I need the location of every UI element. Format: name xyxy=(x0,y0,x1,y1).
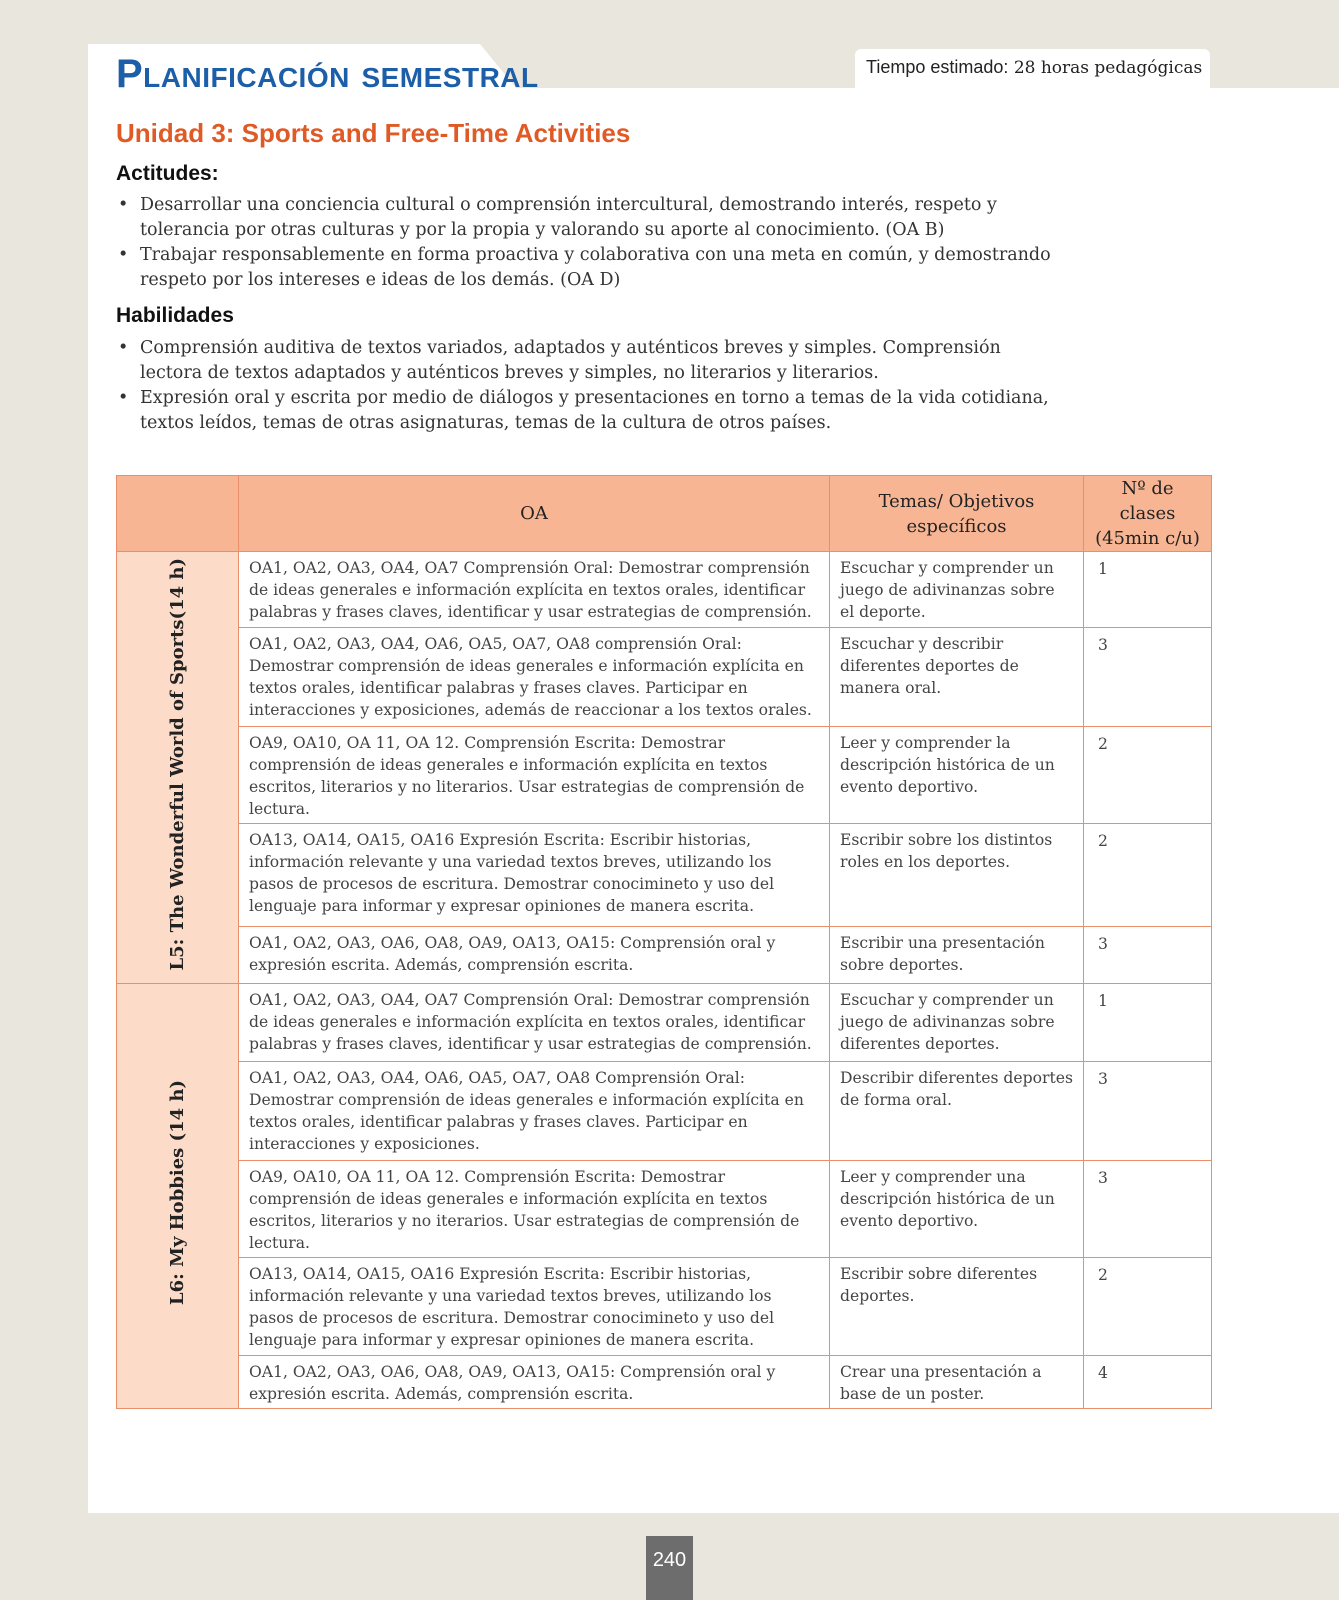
tema-cell: Leer y comprender una descripción histórica de un evento deportivo. xyxy=(830,1161,1084,1258)
clases-cell: 3 xyxy=(1084,628,1212,727)
clases-cell: 4 xyxy=(1084,1356,1212,1409)
table-row xyxy=(117,1062,1212,1161)
unit-label-l6 xyxy=(117,984,239,1409)
oa-cell: OA9, OA10, OA 11, OA 12. Comprensión Escrita: Demostrar comprensión de ideas generales e información explícita en textos escritos, literarios y no literarios. Usar estrategias de comprensión de lectura. xyxy=(239,727,830,824)
clases-cell: 3 xyxy=(1084,1062,1212,1161)
clases-cell: 2 xyxy=(1084,1258,1212,1356)
unit-label-l5 xyxy=(117,552,239,984)
tema-cell: Escribir sobre los distintos roles en los deportes. xyxy=(830,824,1084,927)
oa-cell: OA1, OA2, OA3, OA6, OA8, OA9, OA13, OA15: Comprensión oral y expresión escrita. Además, comprensión escrita. xyxy=(239,927,830,984)
table-row xyxy=(117,1356,1212,1409)
table-row xyxy=(117,1258,1212,1356)
table-row xyxy=(117,927,1212,984)
time-estimate xyxy=(866,57,1202,78)
oa-cell: OA13, OA14, OA15, OA16 Expresión Escrita: Escribir historias, información relevante y una variedad textos breves, utilizando los pasos de procesos de escritura. Demostrar conocimineto y uso del lenguaje para informar y expresar opiniones de manera escrita. xyxy=(239,824,830,927)
clases-cell: 3 xyxy=(1084,927,1212,984)
tema-cell: Escribir sobre diferentes deportes. xyxy=(830,1258,1084,1356)
table-row xyxy=(117,628,1212,727)
clases-cell: 1 xyxy=(1084,552,1212,628)
table-row xyxy=(117,727,1212,824)
actitudes-list xyxy=(116,193,1056,293)
header-blank xyxy=(117,476,239,552)
oa-cell: OA1, OA2, OA3, OA4, OA6, OA5, OA7, OA8 Comprensión Oral: Demostrar comprensión de ideas generales e información explícita en textos orales, identificar palabras y frases claves. Participar en interacciones y exposiciones. xyxy=(239,1062,830,1161)
page-number: 240 xyxy=(646,1536,693,1600)
tema-cell: Describir diferentes deportes de forma oral. xyxy=(830,1062,1084,1161)
clases-cell: 2 xyxy=(1084,824,1212,927)
actitudes-heading: Actitudes: xyxy=(116,162,219,185)
table-row xyxy=(117,984,1212,1062)
table-header-row xyxy=(117,476,1212,552)
tema-cell: Escribir una presentación sobre deportes. xyxy=(830,927,1084,984)
oa-cell: OA1, OA2, OA3, OA6, OA8, OA9, OA13, OA15: Comprensión oral y expresión escrita. Además, comprensión escrita. xyxy=(239,1356,830,1409)
oa-cell: OA1, OA2, OA3, OA4, OA7 Comprensión Oral: Demostrar comprensión de ideas generales e información explícita en textos orales, identificar palabras y frases claves, identificar y usar estrategias de comprensión. xyxy=(239,984,830,1062)
list-item: • Trabajar responsablemente en forma proactiva y colaborativa con una meta en común, y demostrando respeto por los intereses e ideas de los demás. (OA D) xyxy=(116,243,1056,293)
header-oa: OA xyxy=(239,476,830,552)
tema-cell: Escuchar y describir diferentes deportes de manera oral. xyxy=(830,628,1084,727)
habilidades-list xyxy=(116,336,1056,436)
header-temas: Temas/ Objetivos específicos xyxy=(830,476,1084,552)
table-row xyxy=(117,1161,1212,1258)
unit-label-text: L5: The Wonderful World of Sports(14 h) xyxy=(166,558,188,971)
oa-cell: OA13, OA14, OA15, OA16 Expresión Escrita: Escribir historias, información relevante y una variedad textos breves, utilizando los pasos de procesos de escritura. Demostrar conocimineto y uso del lenguaje para informar y expresar opiniones de manera escrita. xyxy=(239,1258,830,1356)
time-estimate-label: Tiempo estimado: xyxy=(866,57,1009,77)
clases-cell: 3 xyxy=(1084,1161,1212,1258)
unit-title: Unidad 3: Sports and Free-Time Activities xyxy=(116,118,631,148)
clases-cell: 2 xyxy=(1084,727,1212,824)
list-item: • Desarrollar una conciencia cultural o comprensión intercultural, demostrando interés, respeto y tolerancia por otras culturas y por la propia y valorando su aporte al conocimiento. (OA B) xyxy=(116,193,1056,243)
time-estimate-value: 28 horas pedagógicas xyxy=(1013,58,1203,78)
page-title: Planificación semestral xyxy=(116,52,539,96)
oa-cell: OA9, OA10, OA 11, OA 12. Comprensión Escrita: Demostrar comprensión de ideas generales e información explícita en textos escritos, literarios y no iterarios. Usar estrategias de comprensión de lectura. xyxy=(239,1161,830,1258)
table-row xyxy=(117,824,1212,927)
tema-cell: Leer y comprender la descripción histórica de un evento deportivo. xyxy=(830,727,1084,824)
table-row xyxy=(117,552,1212,628)
clases-cell: 1 xyxy=(1084,984,1212,1062)
tema-cell: Crear una presentación a base de un poster. xyxy=(830,1356,1084,1409)
habilidades-heading: Habilidades xyxy=(116,304,234,327)
unit-label-text: L6: My Hobbies (14 h) xyxy=(166,1080,188,1306)
tema-cell: Escuchar y comprender un juego de adivinanzas sobre el deporte. xyxy=(830,552,1084,628)
oa-cell: OA1, OA2, OA3, OA4, OA6, OA5, OA7, OA8 comprensión Oral: Demostrar comprensión de ideas generales e información explícita en textos orales, identificar palabras y frases claves. Participar en interacciones y exposiciones, además de reaccionar a los textos orales. xyxy=(239,628,830,727)
list-item: • Expresión oral y escrita por medio de diálogos y presentaciones en torno a temas de la vida cotidiana, textos leídos, temas de otras asignaturas, temas de la cultura de otros países. xyxy=(116,386,1056,436)
header-clases: Nº de clases (45min c/u) xyxy=(1084,476,1212,552)
list-item: • Comprensión auditiva de textos variados, adaptados y auténticos breves y simples. Comprensión lectora de textos adaptados y auténticos breves y simples, no literarios y literarios. xyxy=(116,336,1056,386)
tema-cell: Escuchar y comprender un juego de adivinanzas sobre diferentes deportes. xyxy=(830,984,1084,1062)
planning-table xyxy=(116,475,1212,1409)
oa-cell: OA1, OA2, OA3, OA4, OA7 Comprensión Oral: Demostrar comprensión de ideas generales e información explícita en textos orales, identificar palabras y frases claves, identificar y usar estrategias de comprensión. xyxy=(239,552,830,628)
